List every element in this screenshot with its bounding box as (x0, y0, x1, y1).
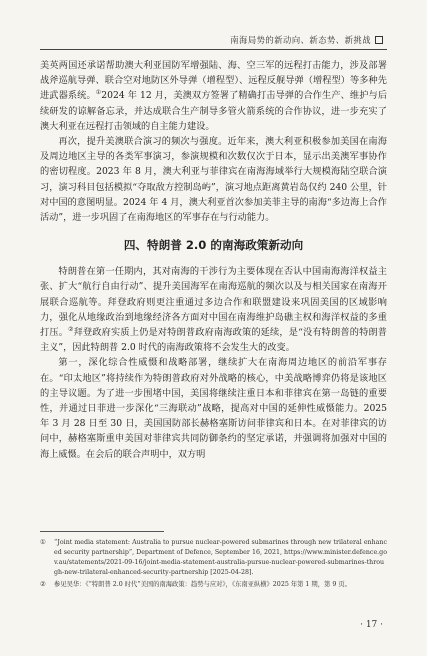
footnote-text: 参见吴华：《“特朗普 2.0 时代”美国的南海政策：趋势与应对》，《东南亚纵横》2025 年第 1 期，第 9 页。 (54, 581, 351, 588)
paragraph: 特朗普在第一任期内，其对南海的干涉行为主要体现在否认中国南海海洋权益主张、扩大“航行自由行动”、提升美国海军在南海巡航的频次以及与相关国家在南海开展联合巡航等。拜登政府则更注重通过多边合作和联盟建设来巩固美国的区域影响力，强化从地缘政治到地缘经济各方面对中国在南海维护岛礁主权和海洋权益的多重打压。②拜登政府实质上仍是对特朗普政府南海政策的延续，是“没有特朗普的特朗普主义”，因此特朗普 2.0 时代的南海政策将不会发生大的改变。 (40, 266, 387, 354)
footnote (40, 538, 387, 578)
section-title: 四、特朗普 2.0 的南海政策新动向 (123, 238, 304, 253)
footnote-number: ① (40, 539, 46, 546)
footnote-text: “Joint media statement: Australia to pursue nuclear-powered submarines through new trilateral enhanced security partnership”, Department of Defence, September 16, 2021, https://www.minister.defence.gov.au/statements/2021-09-16/joint-media-statement-australia-pursue-nuclear-powered-submarines-through-new-trilateral-enhanced-security-partnership [2025-04-28]. (54, 539, 387, 576)
footnote-number: ② (40, 581, 46, 588)
paragraph: 第一，深化综合性威慑和战略部署，继续扩大在南海周边地区的前沿军事存在。“印太地区”将持续作为特朗普政府对外战略的核心，中美战略博弈仍将是该地区的主导议题。为了进一步围堵中国，美国将继续注重日本和菲律宾在第一岛链的重要性，并通过日菲进一步深化“三海联动”战略，提高对中国的延伸性威慑能力。2025 年 3 月 28 日至 30 日，美国国防部长赫格塞斯访问菲律宾和日本。在对菲律宾的访问中，赫格塞斯重申美国对菲律宾共同防御条约的坚定承诺，并强调将加强对中国的海上威慑。在会后的联合声明中，双方明 (40, 357, 387, 460)
footnotes (40, 531, 387, 592)
running-title: 南海局势的新动向、新态势、新挑战 (230, 35, 371, 45)
running-header (230, 34, 383, 46)
paragraph: 美英两国还承诺帮助澳大利亚国防军增强陆、海、空三军的远程打击能力，涉及部署战斧巡航导弹、联合空对地防区外导弹（增程型）、远程反舰导弹（增程型）等多种先进武器系统。①2024 年 12 月，美澳双方签署了精确打击导弹的合作生产、维护与后续研发的谅解备忘录，并达成联合生产制导多管火箭系统的合作协议，进一步充实了澳大利亚在远程打击领域的自主能力建设。 (40, 60, 388, 132)
footnote-marker: ② (68, 325, 74, 333)
footnote (40, 580, 387, 590)
footnote-marker: ① (95, 89, 102, 97)
header-rule (40, 49, 387, 50)
page-number: · 17 · (360, 620, 383, 630)
square-icon (375, 36, 383, 44)
body-text (40, 58, 387, 462)
footnote-rule (40, 531, 164, 532)
paragraph: 再次，提升美澳联合演习的频次与强度。近年来，澳大利亚积极参加美国在南海及周边地区主导的各类军事演习，参演规模和次数仅次于日本，显示出美澳军事协作的密切程度。2023 年 8 月，澳大利亚与菲律宾在南海海域举行大规模海陆空联合演习，演习科目包括模拟“夺取敌方控制岛屿”，演习地点距离黄岩岛仅约 240 公里，针对中国的意图明显。2024 年 4 月，澳大利亚首次参加美菲主导的南海“多边海上合作活动”，进一步巩固了在南海地区的军事存在与行动能力。 (40, 136, 387, 224)
